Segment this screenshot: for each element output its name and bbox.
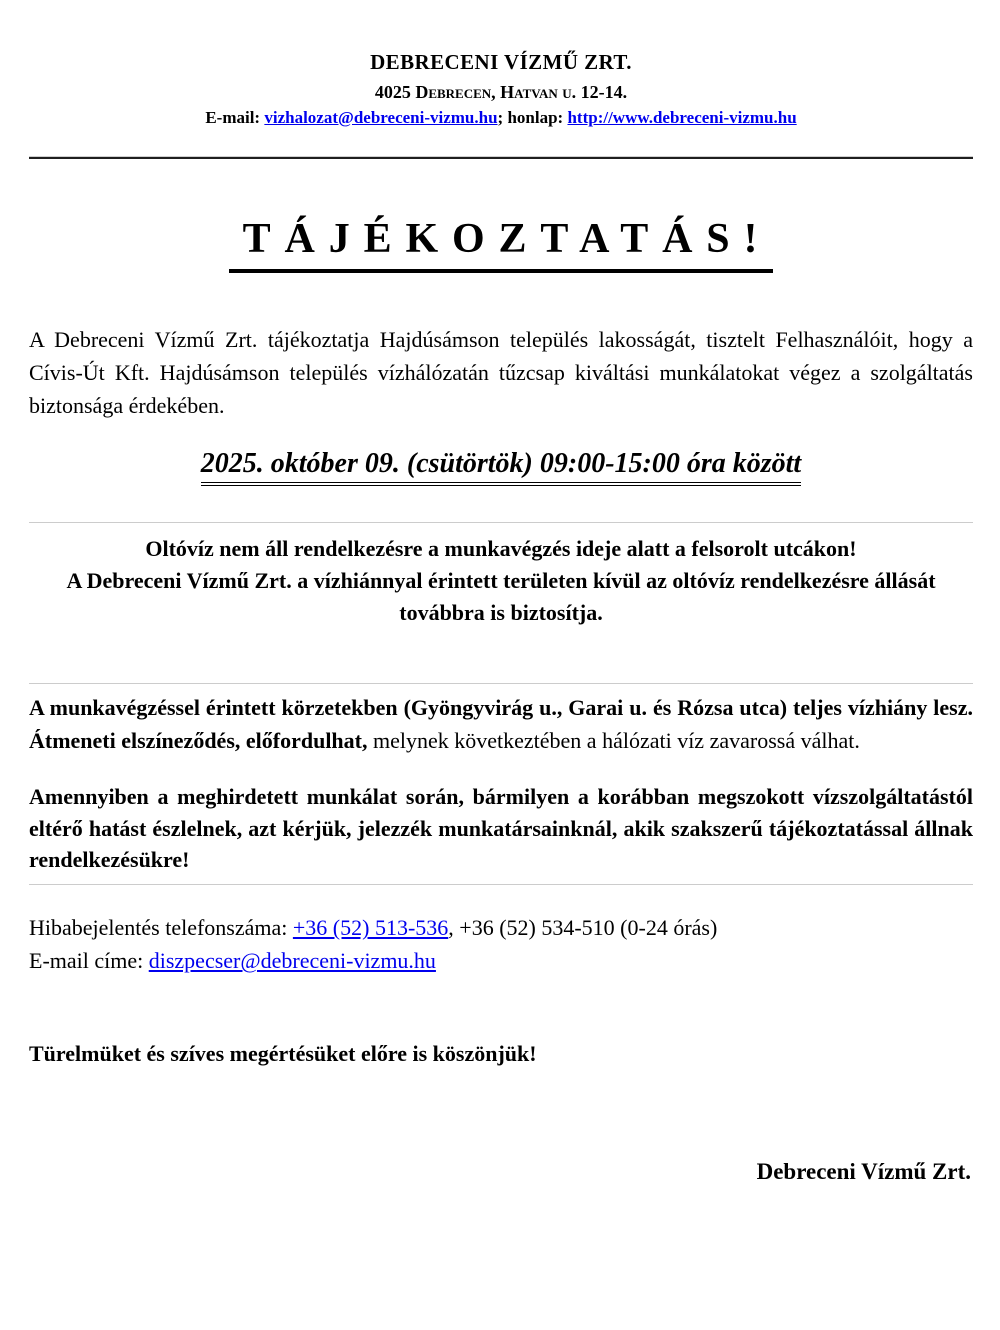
homepage-label: honlap: <box>507 108 568 127</box>
contact-separator: ; <box>497 108 508 127</box>
letterhead <box>29 50 973 128</box>
header-divider <box>29 156 973 159</box>
signature: Debreceni Vízmű Zrt. <box>756 1159 971 1185</box>
company-name: DEBRECENI VÍZMŰ ZRT. <box>370 50 632 74</box>
schedule-section <box>29 448 973 486</box>
company-address: 4025 Debrecen, Hatvan u. 12-14. <box>374 82 628 102</box>
phone-rest: , +36 (52) 534-510 (0-24 órás) <box>448 915 718 941</box>
firewater-line-1: Oltóvíz nem áll rendelkezésre a munkavégzés ideje alatt a felsorolt utcákon! <box>145 536 857 561</box>
outage-normal-text: melynek következtében a hálózati víz zavarossá válhat. <box>367 727 860 753</box>
header-homepage-link[interactable]: http://www.debreceni-vizmu.hu <box>567 108 797 127</box>
phone-link[interactable]: +36 (52) 513-536 <box>292 915 449 941</box>
report-paragraph: Amennyiben a meghirdetett munkálat során, bármilyen a korábban megszokott vízszolgáltatástól eltérő hatást észlelnek, azt kérjük, jelezzék munkatársainknál, akik szakszerű tájékoztatással állnak rendelkezésükre! <box>29 781 973 886</box>
intro-paragraph: A Debreceni Vízmű Zrt. tájékoztatja Hajdúsámson település lakosságát, tisztelt Felhasználóit, hogy a Cívis-Út Kft. Hajdúsámson település vízhálózatán tűzcsap kiváltási munkálatokat végez a szolgáltatás biztonsága érdekében. <box>29 327 973 418</box>
contact-section <box>29 911 973 977</box>
outage-paragraph <box>29 683 973 757</box>
contact-email-label: E-mail címe: <box>29 948 149 974</box>
email-label: E-mail: <box>205 108 265 127</box>
email-line <box>29 944 973 977</box>
title-section <box>29 215 973 273</box>
phone-label: Hibabejelentés telefonszáma: <box>29 915 293 941</box>
header-email-link[interactable]: vizhalozat@debreceni-vizmu.hu <box>264 108 498 127</box>
schedule-heading: 2025. október 09. (csütörtök) 09:00-15:00 óra között <box>201 448 801 486</box>
contact-email-link[interactable]: diszpecser@debreceni-vizmu.hu <box>148 948 436 974</box>
outage-bold-text: A munkavégzéssel érintett körzetekben (Gyöngyvirág u., Garai u. és Rózsa utca) teljes vízhiány lesz. Átmeneti elszíneződés, előfordulhat, <box>29 694 973 753</box>
firewater-notice <box>29 522 973 629</box>
firewater-line-2: A Debreceni Vízmű Zrt. a vízhiánnyal érintett területen kívül az oltóvíz rendelkezésre állását továbbra is biztosítja. <box>66 567 936 625</box>
page-title: TÁJÉKOZTATÁS! <box>229 215 774 273</box>
phone-line <box>29 911 973 944</box>
thanks-line: Türelmüket és szíves megértésüket előre is köszönjük! <box>29 1041 537 1067</box>
header-contact-line <box>29 108 973 128</box>
